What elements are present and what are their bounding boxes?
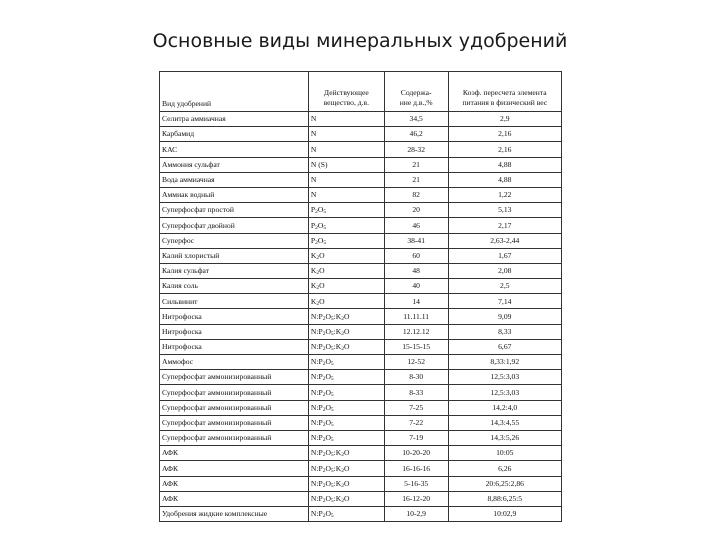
table-row — [160, 339, 562, 354]
cell-coefficient: 8,33:1,92 — [448, 355, 561, 370]
cell-active-substance: $N:P_2O_5$ — [308, 415, 384, 430]
cell-type: Суперфосфат двойной — [160, 218, 309, 233]
cell-active-substance: $P_2O_5$ — [308, 218, 384, 233]
cell-type: Нитрофоска — [160, 324, 309, 339]
cell-content: 7-19 — [384, 430, 448, 445]
table-row — [160, 461, 562, 476]
table-row — [160, 127, 562, 142]
cell-type: Селитра аммиачная — [160, 112, 309, 127]
cell-type: АФК — [160, 476, 309, 491]
table-row — [160, 370, 562, 385]
cell-type: Карбамид — [160, 127, 309, 142]
cell-content: 20 — [384, 203, 448, 218]
cell-active-substance: $N:P_2O_5:K_2O$ — [308, 324, 384, 339]
cell-active-substance: $N:P_2O_5:K_2O$ — [308, 446, 384, 461]
cell-type: КАС — [160, 142, 309, 157]
table-row — [160, 294, 562, 309]
cell-type: Аммиак водный — [160, 187, 309, 202]
cell-type: Вода аммиачная — [160, 172, 309, 187]
cell-type: Суперфосфат аммонизированный — [160, 385, 309, 400]
cell-active-substance: $N:P_2O_5:K_2O$ — [308, 461, 384, 476]
cell-content: 48 — [384, 263, 448, 278]
table-row — [160, 415, 562, 430]
cell-type: Нитрофоска — [160, 309, 309, 324]
cell-type: Суперфос — [160, 233, 309, 248]
cell-content: 21 — [384, 172, 448, 187]
cell-type: Калия соль — [160, 279, 309, 294]
table-row — [160, 446, 562, 461]
cell-content: 28-32 — [384, 142, 448, 157]
table-row — [160, 491, 562, 506]
cell-content: 46 — [384, 218, 448, 233]
cell-active-substance: N (S) — [308, 157, 384, 172]
table-row — [160, 142, 562, 157]
cell-coefficient: 8,88:6,25:5 — [448, 491, 561, 506]
cell-coefficient: 20:6,25:2,86 — [448, 476, 561, 491]
cell-coefficient: 9,09 — [448, 309, 561, 324]
table-row — [160, 324, 562, 339]
cell-content: 10-2,9 — [384, 506, 448, 521]
table-row — [160, 385, 562, 400]
cell-coefficient: 14,3:5,26 — [448, 430, 561, 445]
cell-active-substance: $K_2O$ — [308, 263, 384, 278]
cell-content: 12-52 — [384, 355, 448, 370]
cell-active-substance: $N:P_2O_5:K_2O$ — [308, 476, 384, 491]
table-row — [160, 172, 562, 187]
table-row — [160, 400, 562, 415]
cell-active-substance: $N:P_2O_5$ — [308, 430, 384, 445]
cell-content: 38-41 — [384, 233, 448, 248]
table-header-row — [160, 72, 562, 112]
cell-active-substance: $N:P_2O_5$ — [308, 506, 384, 521]
cell-content: 16-16-16 — [384, 461, 448, 476]
cell-active-substance: $N:P_2O_5$ — [308, 385, 384, 400]
cell-content: 40 — [384, 279, 448, 294]
cell-coefficient: 2,63-2,44 — [448, 233, 561, 248]
header-active-substance: Действующее вещество, д.в. — [308, 72, 384, 112]
cell-coefficient: 12,5:3,03 — [448, 370, 561, 385]
cell-content: 8-30 — [384, 370, 448, 385]
table-row — [160, 233, 562, 248]
table-row — [160, 218, 562, 233]
cell-content: 82 — [384, 187, 448, 202]
cell-type: Суперфосфат аммонизированный — [160, 400, 309, 415]
cell-type: Сильвинит — [160, 294, 309, 309]
cell-content: 7-25 — [384, 400, 448, 415]
cell-coefficient: 2,17 — [448, 218, 561, 233]
cell-coefficient: 2,08 — [448, 263, 561, 278]
cell-type: АФК — [160, 491, 309, 506]
cell-active-substance: $N:P_2O_5:K_2O$ — [308, 491, 384, 506]
cell-type: АФК — [160, 446, 309, 461]
cell-type: Калия сульфат — [160, 263, 309, 278]
cell-type: Нитрофоска — [160, 339, 309, 354]
cell-coefficient: 14,3:4,55 — [448, 415, 561, 430]
cell-active-substance: $K_2O$ — [308, 279, 384, 294]
table-row — [160, 355, 562, 370]
cell-content: 5-16-35 — [384, 476, 448, 491]
table-row — [160, 279, 562, 294]
cell-active-substance: $N:P_2O_5$ — [308, 355, 384, 370]
cell-coefficient: 4,88 — [448, 172, 561, 187]
header-content: Содержа- ние д.в.,% — [384, 72, 448, 112]
table-row — [160, 476, 562, 491]
cell-content: 11.11.11 — [384, 309, 448, 324]
header-coefficient: Коэф. пересчета элемента питания в физический вес — [448, 72, 561, 112]
cell-type: Суперфосфат аммонизированный — [160, 415, 309, 430]
cell-active-substance: $P_2O_5$ — [308, 233, 384, 248]
cell-type: Суперфосфат аммонизированный — [160, 370, 309, 385]
table-row — [160, 203, 562, 218]
cell-active-substance: $P_2O_5$ — [308, 203, 384, 218]
cell-active-substance: N — [308, 112, 384, 127]
cell-active-substance: $N:P_2O_5:K_2O$ — [308, 309, 384, 324]
cell-coefficient: 10:05 — [448, 446, 561, 461]
cell-content: 8-33 — [384, 385, 448, 400]
cell-coefficient: 5,13 — [448, 203, 561, 218]
cell-active-substance: N — [308, 142, 384, 157]
cell-coefficient: 2,16 — [448, 142, 561, 157]
cell-coefficient: 7,14 — [448, 294, 561, 309]
cell-coefficient: 1,22 — [448, 187, 561, 202]
cell-coefficient: 6,67 — [448, 339, 561, 354]
table-row — [160, 248, 562, 263]
cell-content: 12.12.12 — [384, 324, 448, 339]
cell-coefficient: 2,16 — [448, 127, 561, 142]
table-row — [160, 157, 562, 172]
cell-content: 10-20-20 — [384, 446, 448, 461]
cell-coefficient: 2,5 — [448, 279, 561, 294]
cell-active-substance: $N:P_2O_5$ — [308, 370, 384, 385]
cell-coefficient: 10:02,9 — [448, 506, 561, 521]
cell-active-substance: $K_2O$ — [308, 248, 384, 263]
table-row — [160, 263, 562, 278]
page-title: Основные виды минеральных удобрений — [152, 30, 568, 52]
cell-type: АФК — [160, 461, 309, 476]
cell-type: Удобрения жидкие комплексные — [160, 506, 309, 521]
cell-coefficient: 4,88 — [448, 157, 561, 172]
cell-active-substance: $N:P_2O_5:K_2O$ — [308, 339, 384, 354]
cell-coefficient: 14,2:4,0 — [448, 400, 561, 415]
cell-coefficient: 8,33 — [448, 324, 561, 339]
table-row — [160, 112, 562, 127]
cell-content: 16-12-20 — [384, 491, 448, 506]
cell-coefficient: 6,26 — [448, 461, 561, 476]
cell-type: Суперфосфат аммонизированный — [160, 430, 309, 445]
cell-type: Аммония сульфат — [160, 157, 309, 172]
header-type: Вид удобрений — [160, 72, 309, 112]
table-row — [160, 187, 562, 202]
cell-coefficient: 12,5:3,03 — [448, 385, 561, 400]
cell-content: 46,2 — [384, 127, 448, 142]
cell-active-substance: N — [308, 187, 384, 202]
cell-content: 15-15-15 — [384, 339, 448, 354]
table-row — [160, 506, 562, 521]
table-row — [160, 430, 562, 445]
cell-content: 7-22 — [384, 415, 448, 430]
cell-content: 60 — [384, 248, 448, 263]
cell-type: Суперфосфат простой — [160, 203, 309, 218]
cell-coefficient: 1,67 — [448, 248, 561, 263]
cell-coefficient: 2,9 — [448, 112, 561, 127]
cell-active-substance: N — [308, 127, 384, 142]
fertilizer-table — [159, 71, 562, 522]
cell-active-substance: N — [308, 172, 384, 187]
table-row — [160, 309, 562, 324]
cell-type: Аммофос — [160, 355, 309, 370]
cell-active-substance: $K_2O$ — [308, 294, 384, 309]
cell-type: Калий хлористый — [160, 248, 309, 263]
cell-content: 14 — [384, 294, 448, 309]
cell-content: 21 — [384, 157, 448, 172]
cell-content: 34,5 — [384, 112, 448, 127]
cell-active-substance: $N:P_2O_5$ — [308, 400, 384, 415]
